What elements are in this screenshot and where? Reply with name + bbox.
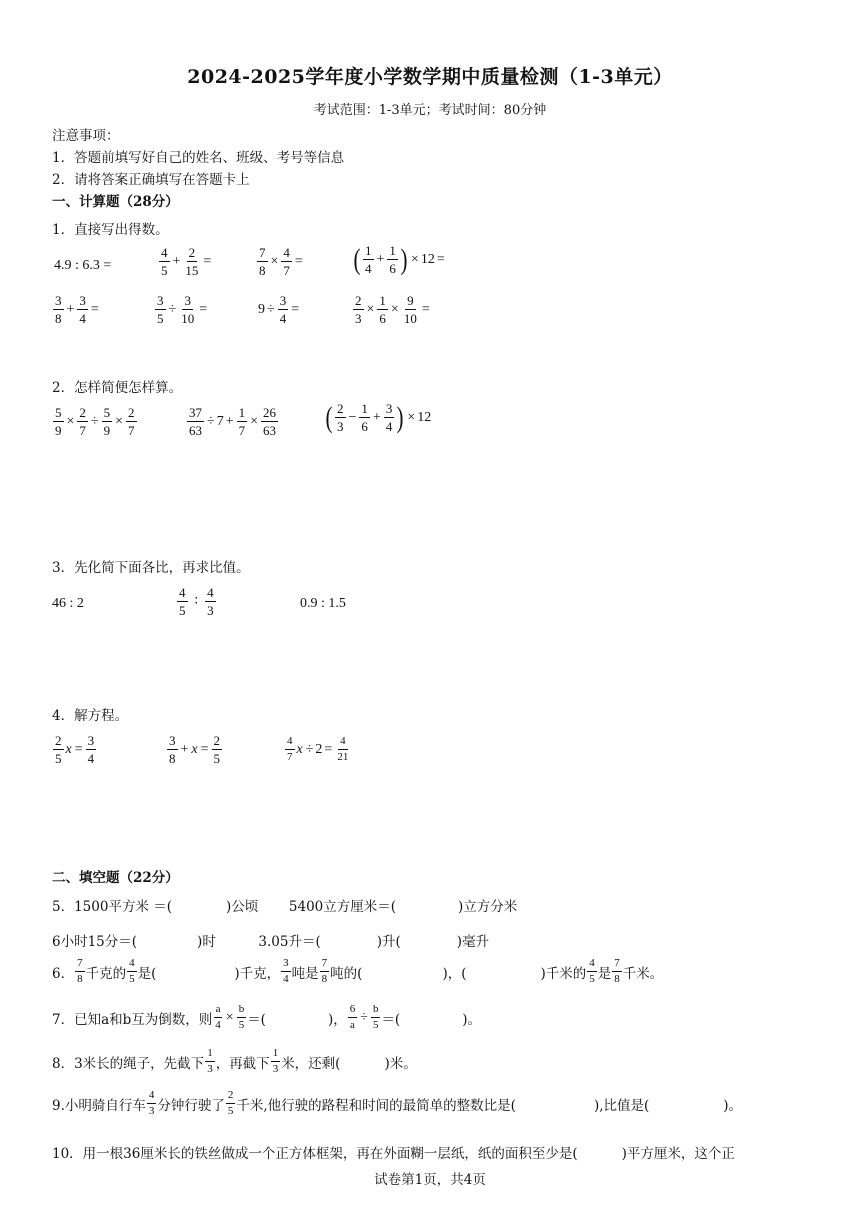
q8-line: 8．3米长的绳子，先截下 $\frac{1}{3}$ ，再截下 $\frac{1}{3}$ 米，还剩( )米。 [52, 1047, 417, 1075]
fraction: $\frac{2}{5}$ [55, 733, 62, 766]
q1-item-h: $\frac{2}{3}$ × $\frac{1}{6}$ × $\frac{9}{10}$ = [355, 293, 430, 326]
fraction: $\frac{7}{8}$ [614, 957, 620, 985]
fraction: $\frac{4}{7}$ [287, 735, 293, 763]
fraction: $\frac{4}{3}$ [148, 1089, 155, 1117]
fraction: $\frac{3}{4}$ [385, 401, 393, 434]
q4-item-a: $\frac{2}{5}$ x = $\frac{3}{4}$ [55, 733, 95, 766]
page-subtitle: 考试范围：1-3单元；考试时间：80分钟 [313, 103, 547, 118]
fraction: $\frac{4}{5}$ [129, 957, 135, 985]
fraction: $\frac{3}{10}$ [181, 293, 195, 326]
fraction: $\frac{5}{9}$ [103, 405, 111, 438]
fraction: $\frac{a}{4}$ [215, 1003, 221, 1031]
fraction: $\frac{b}{5}$ [372, 1003, 379, 1031]
fraction: $\frac{1}{6}$ [379, 293, 386, 326]
note-item-1: 1．答题前填写好自己的姓名、班级、考号等信息 [52, 150, 345, 166]
q1-item-c: $\frac{7}{8}$ × $\frac{4}{7}$ = [259, 245, 303, 278]
fraction: $\frac{b}{5}$ [238, 1003, 245, 1031]
fraction: $\frac{2}{7}$ [128, 405, 135, 438]
fraction: $\frac{3}{8}$ [55, 293, 62, 326]
fraction: $\frac{3}{5}$ [157, 293, 164, 326]
note-item-2: 2．请将答案正确填写在答题卡上 [52, 172, 250, 188]
fraction: $\frac{1}{4}$ [365, 243, 372, 276]
fraction: $\frac{2}{3}$ [355, 293, 362, 326]
q4-label: 4．解方程。 [52, 708, 129, 724]
fraction: $\frac{4}{7}$ [283, 245, 290, 278]
q4-item-c: $\frac{4}{7}$ x ÷ 2 = $\frac{4}{21}$ [287, 735, 349, 763]
q1-item-d: ( $\frac{1}{4}$ + $\frac{1}{6}$ ) × 12 = [353, 242, 445, 276]
page-title: 2024-2025学年度小学数学期中质量检测（1-3单元） [187, 66, 673, 88]
fraction: $\frac{3}{4}$ [87, 733, 95, 766]
fraction: $\frac{7}{8}$ [259, 245, 266, 278]
fraction: $\frac{5}{9}$ [55, 405, 62, 438]
fraction: $\frac{3}{4}$ [279, 293, 287, 326]
fraction: $\frac{4}{21}$ [337, 735, 349, 763]
fraction: $\frac{7}{8}$ [77, 957, 83, 985]
fraction: $\frac{2}{5}$ [227, 1089, 234, 1117]
q3-item-c: 0.9 : 1.5 [300, 596, 346, 611]
fraction: $\frac{3}{4}$ [283, 957, 289, 985]
q2-label: 2．怎样简便怎样算。 [52, 380, 183, 396]
q5-line1: 5．1500平方米 ＝( )公顷 5400立方厘米＝( )立方分米 [52, 899, 518, 915]
fraction: $\frac{6}{a}$ [349, 1003, 356, 1031]
q10-line: 10．用一根36厘米长的铁丝做成一个正方体框架，再在外面糊一层纸，纸的面积至少是( )平方厘米，这个正 [52, 1146, 735, 1162]
q4-item-b: $\frac{3}{8}$ + x = $\frac{2}{5}$ [169, 733, 221, 766]
q1-item-b: $\frac{4}{5}$ + $\frac{2}{15}$ = [161, 245, 212, 278]
q2-item-a: $\frac{5}{9}$ × $\frac{2}{7}$ ÷ $\frac{5}{9}$ × $\frac{2}{7}$ [55, 405, 135, 438]
q1-item-g: 9 ÷ $\frac{3}{4}$ = [258, 293, 300, 326]
fraction: $\frac{2}{5}$ [213, 733, 221, 766]
fraction: $\frac{2}{7}$ [79, 405, 86, 438]
fraction: $\frac{3}{4}$ [79, 293, 86, 326]
q3-item-b: $\frac{4}{5}$ ∶ $\frac{4}{3}$ [179, 585, 214, 618]
q2-item-b: $\frac{37}{63}$ ÷ 7 + $\frac{1}{7}$ × $\frac{26}{63}$ [189, 405, 276, 438]
section1-heading: 一、计算题（28分） [52, 194, 179, 210]
q9-line: 9.小明骑自行车 $\frac{4}{3}$ 分钟行驶了 $\frac{2}{5}$ 千米,他行驶的路程和时间的最简单的整数比是( ),比值是( )。 [52, 1089, 743, 1117]
q1-a-text: 4.9 : 6.3 = [54, 258, 112, 273]
notes-heading: 注意事项： [52, 128, 120, 144]
q3-item-a: 46 : 2 [52, 596, 84, 611]
fraction: $\frac{1}{3}$ [207, 1047, 213, 1075]
fraction: $\frac{1}{6}$ [361, 401, 368, 434]
fraction: $\frac{4}{5}$ [161, 245, 168, 278]
fraction: $\frac{3}{8}$ [169, 733, 176, 766]
fraction: $\frac{9}{10}$ [403, 293, 417, 326]
fraction: $\frac{37}{63}$ [189, 405, 202, 438]
fraction: $\frac{4}{5}$ [589, 957, 595, 985]
fraction: $\frac{4}{3}$ [207, 585, 214, 618]
q2-item-c: ( $\frac{2}{3}$ − $\frac{1}{6}$ + $\frac{3}{4}$ ) × 12 [325, 400, 432, 434]
q1-item-f: $\frac{3}{5}$ ÷ $\frac{3}{10}$ = [157, 293, 208, 326]
fraction: $\frac{1}{7}$ [238, 405, 246, 438]
q1-item-a [54, 258, 111, 274]
page-footer: 试卷第1页，共4页 [374, 1172, 486, 1188]
fraction: $\frac{2}{15}$ [185, 245, 199, 278]
q1-label: 1．直接写出得数。 [52, 222, 169, 238]
fraction: $\frac{26}{63}$ [263, 405, 276, 438]
fraction: $\frac{2}{3}$ [337, 401, 344, 434]
q3-label: 3．先化简下面各比，再求比值。 [52, 560, 250, 576]
q6-line: 6． $\frac{7}{8}$ 千克的 $\frac{4}{5}$ 是( )千克， $\frac{3}{4}$ 吨是 $\frac{7}{8}$ 吨的( )，( )千米的 $\frac{4}{5}$ 是 $\frac{7}{8}$ 千米。 [52, 957, 664, 985]
fraction: $\frac{1}{3}$ [272, 1047, 279, 1075]
fraction: $\frac{4}{5}$ [179, 585, 186, 618]
section2-heading: 二、填空题（22分） [52, 870, 179, 886]
q7-line: 7．已知a和b互为倒数，则 $\frac{a}{4}$ × $\frac{b}{5}$ ＝( )， $\frac{6}{a}$ ÷ $\frac{b}{5}$ ＝( )。 [52, 1003, 481, 1031]
fraction: $\frac{1}{6}$ [389, 243, 396, 276]
q5-line2: 6小时15分＝( )时 3.05升＝( )升( )毫升 [52, 934, 490, 950]
fraction: $\frac{7}{8}$ [321, 957, 328, 985]
q1-item-e: $\frac{3}{8}$ + $\frac{3}{4}$ = [55, 293, 99, 326]
